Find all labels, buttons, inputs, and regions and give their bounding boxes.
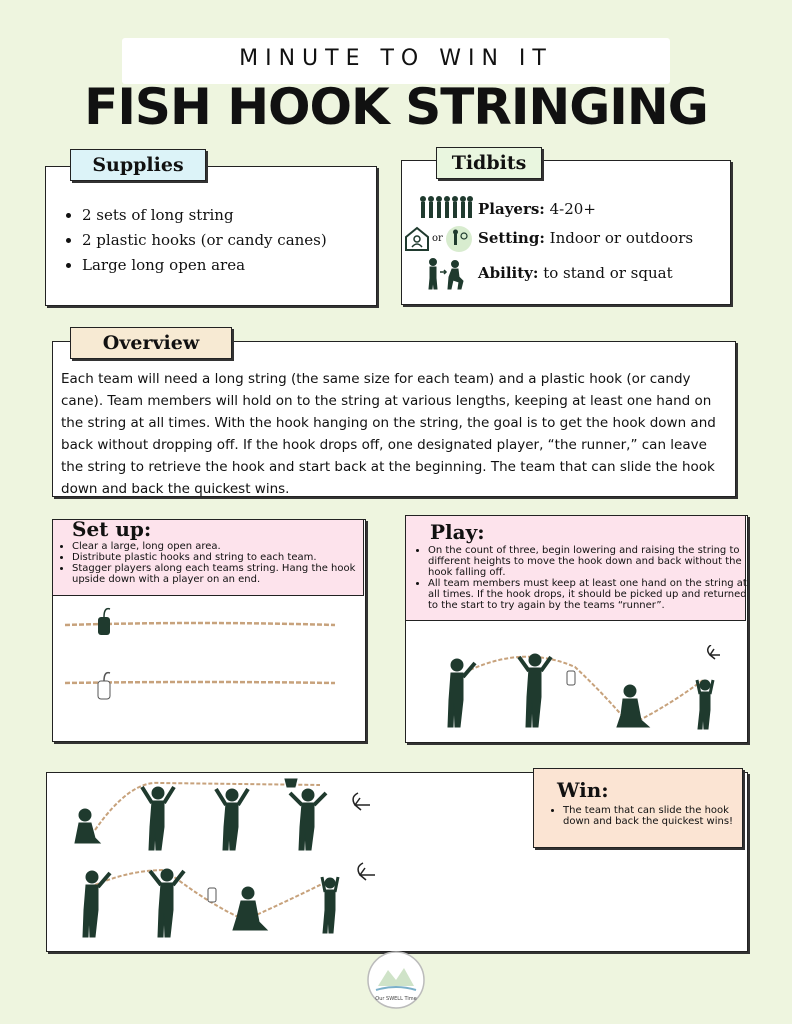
ability-value: to stand or squat <box>543 264 673 282</box>
setting-value: Indoor or outdoors <box>549 229 694 247</box>
ability-icon <box>425 258 465 290</box>
ability-row <box>478 264 673 282</box>
setup-illustration <box>60 605 340 705</box>
players-icon <box>418 195 474 219</box>
supply-item: • 2 sets of long string <box>82 203 376 228</box>
ability-label: Ability: <box>478 264 539 282</box>
supplies-tag: Supplies <box>70 149 206 181</box>
supply-item: • Large long open area <box>82 253 376 278</box>
trophy-icon <box>285 779 297 787</box>
win-item: • The team that can slide the hook down and back the quickest wins! <box>563 805 753 827</box>
return-arrow-icon <box>708 645 720 659</box>
supplies-list <box>60 203 376 278</box>
supplies-box <box>45 166 377 306</box>
players-value: 4-20+ <box>549 200 596 218</box>
setting-label: Setting: <box>478 229 545 247</box>
play-heading: Play: <box>430 520 485 544</box>
win-illustration <box>70 775 390 940</box>
play-illustration <box>435 645 735 735</box>
logo-text: Our SWELL Time <box>375 996 417 1002</box>
page-subtitle: MINUTE TO WIN IT <box>239 46 553 71</box>
win-heading: Win: <box>557 778 609 802</box>
indoor-icon <box>404 226 430 252</box>
or-text: or <box>432 233 443 244</box>
setup-item: • Stagger players along each teams string. Hang the hook upside down with a player on an end. <box>72 563 377 585</box>
setup-list <box>54 541 377 585</box>
play-item: • All team members must keep at least one hand on the string at all times. If the hook drops, it should be picked up and returned to the start to try again by the teams “runner”. <box>428 578 758 611</box>
players-label: Players: <box>478 200 545 218</box>
page-title: FISH HOOK STRINGING <box>84 78 708 136</box>
setup-item: • Distribute plastic hooks and string to each team. <box>72 552 377 563</box>
overview-box <box>52 341 736 497</box>
green-hook-icon <box>98 617 110 635</box>
setup-item: • Clear a large, long open area. <box>72 541 377 552</box>
overview-text: Each team will need a long string (the same size for each team) and a plastic hook (or candy cane). Team members will hold on to the string at various lengths, keeping at least one hand on the string at all times. With the hook hanging on the string, the goal is to get the hook down and back without dropping off. If the hook drops off, one designated player, “the runner,” can leave the string to retrieve the hook and start back at the beginning. The team that can slide the hook down and back the quickest wins. <box>61 371 716 497</box>
brand-logo <box>366 950 426 1010</box>
win-list <box>545 805 753 827</box>
setup-heading: Set up: <box>72 517 152 541</box>
return-arrow-icon <box>358 863 375 880</box>
setting-row <box>478 229 693 247</box>
hook-icon <box>567 671 575 685</box>
outdoor-icon <box>445 225 473 253</box>
play-list <box>410 545 758 611</box>
return-arrow-icon <box>353 793 370 810</box>
play-item: • On the count of three, begin lowering and raising the string to different heights to move the hook down and back without the hook falling off. <box>428 545 758 578</box>
players-row <box>478 200 596 218</box>
hook-icon <box>208 888 216 902</box>
supply-item: • 2 plastic hooks (or candy canes) <box>82 228 376 253</box>
tidbits-tag: Tidbits <box>436 147 542 179</box>
overview-tag: Overview <box>70 327 232 359</box>
white-hook-icon <box>98 681 110 699</box>
